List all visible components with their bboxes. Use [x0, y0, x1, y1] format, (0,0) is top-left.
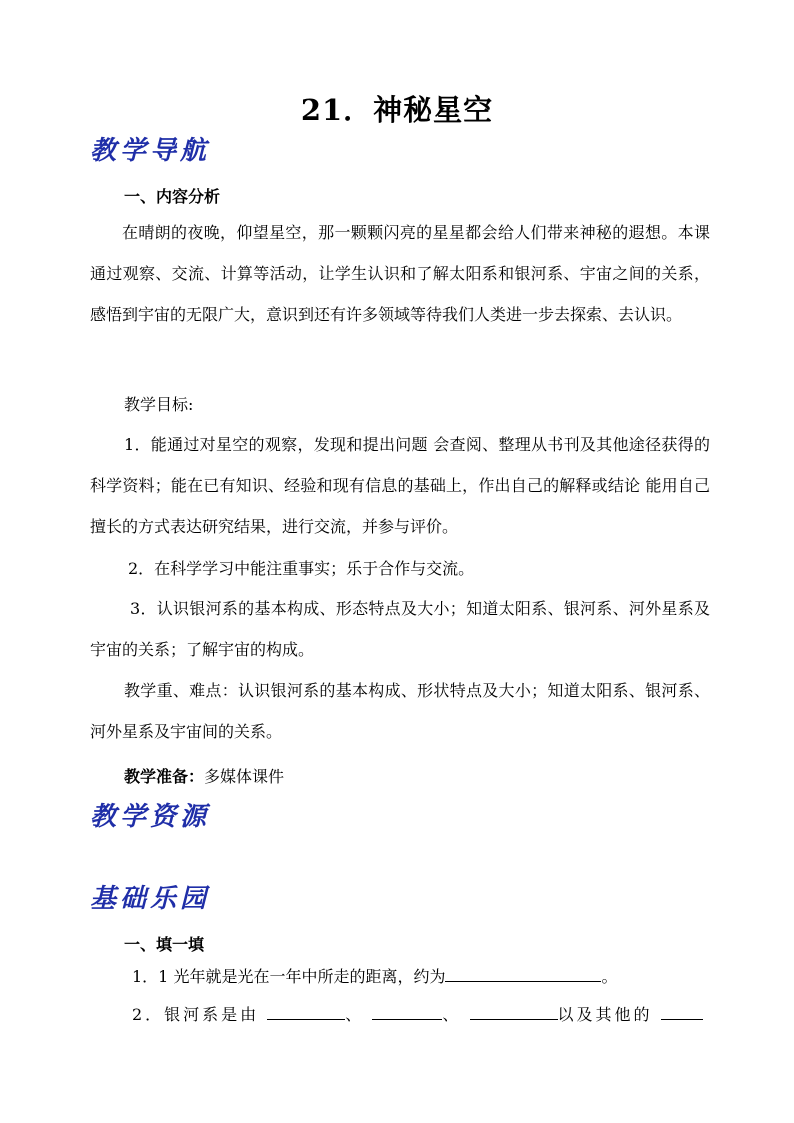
fill-question-1-end: 。 — [601, 967, 618, 986]
fill-question-2-text: 2．银河系是由 — [132, 1005, 260, 1024]
fill-blank-2d[interactable] — [661, 1005, 703, 1020]
fill-question-1-text: 1．1 光年就是光在一年中所走的距离，约为 — [132, 967, 446, 986]
fill-blank-2c[interactable] — [470, 1005, 558, 1020]
key-points-text: 教学重、难点：认识银河系的基本构成、形状特点及大小；知道太阳系、银河系、河外星系及宇宙间的关系。 — [90, 681, 710, 741]
content-analysis-body: 在晴朗的夜晚，仰望星空，那一颗颗闪亮的星星都会给人们带来神秘的遐想。本课通过观察、交流、计算等活动，让学生认识和了解太阳系和银河系、宇宙之间的关系，感悟到宇宙的无限广大，意识到还有许多领域等待我们人类进一步去探索、去认识。 — [90, 223, 710, 324]
fill-blank-2b[interactable] — [372, 1005, 442, 1020]
fill-heading: 一、填一填 — [124, 935, 205, 954]
preparation-value: 多媒体课件 — [204, 767, 285, 786]
preparation-label: 教学准备： — [124, 767, 205, 786]
objective-item-2: 2．在科学学习中能注重事实；乐于合作与交流。 — [128, 559, 475, 578]
fill-question-2-mid: 以及其他的 — [557, 1005, 653, 1024]
page-title: 21．神秘星空 — [300, 93, 494, 127]
fill-question-2-sep2: 、 — [442, 1005, 462, 1024]
content-analysis-heading: 一、内容分析 — [124, 187, 221, 206]
objectives-label: 教学目标: — [124, 395, 194, 414]
fill-question-2-sep1: 、 — [345, 1005, 365, 1024]
section-heading-teaching-guide: 教学导航 — [90, 136, 211, 166]
fill-blank-1[interactable] — [445, 967, 601, 982]
preparation-line — [124, 764, 284, 787]
objective-item-1: 1．能通过对星空的观察，发现和提出问题 会查阅、整理从书刊及其他途径获得的科学资料；能在已有知识、经验和现有信息的基础上，作出自己的解释或结论 能用自己擅长的方式表达研究结果，进行交流，并参与评价。 — [90, 435, 710, 536]
fill-blank-2a[interactable] — [267, 1005, 345, 1020]
fill-question-2 — [132, 1002, 703, 1025]
fill-question-1 — [132, 964, 617, 987]
section-heading-basic-park: 基础乐园 — [90, 884, 211, 914]
objective-item-3: 3．认识银河系的基本构成、形态特点及大小；知道太阳系、银河系、河外星系及宇宙的关系；了解宇宙的构成。 — [90, 599, 710, 659]
section-heading-teaching-resources: 教学资源 — [90, 802, 211, 832]
